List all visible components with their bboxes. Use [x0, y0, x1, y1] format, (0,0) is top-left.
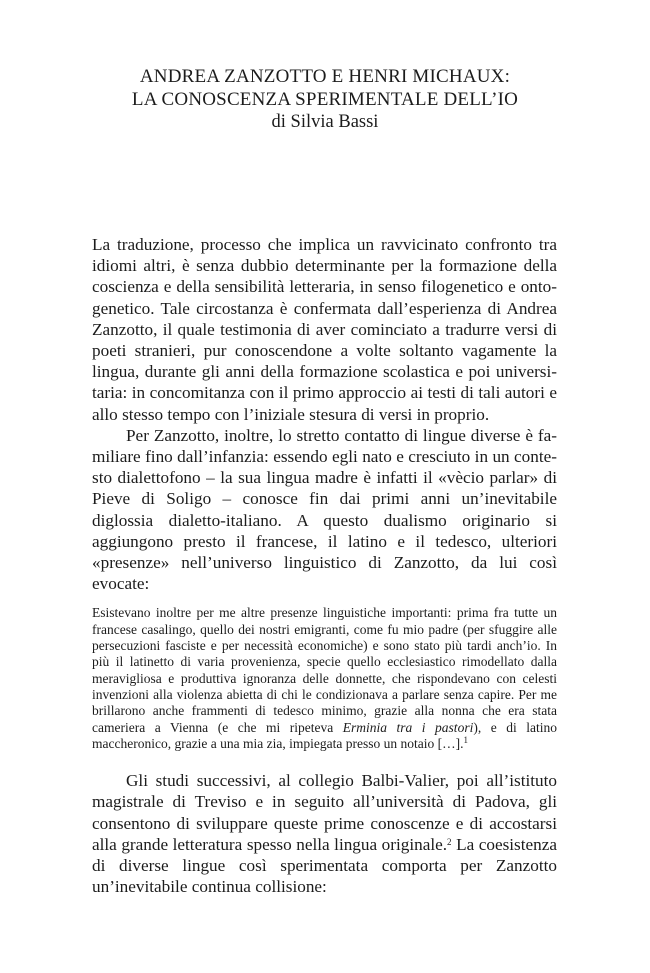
paragraph-1: La traduzione, processo che implica un ravvicinato confronto tra idiomi altri, è senza dubbio determinante per la formazione della coscienza e della sensibilità letteraria, in senso filogenetico e ontogenetico. Tale circostanza è confermata dall’esperienza di Andrea Zanzotto, il quale testimonia di aver cominciato a tradurre versi di poeti stranieri, pur conoscendone a volte soltanto vagamente la lingua, durante gli anni della formazione scolastica e poi universitaria: in concomitanza con il primo approccio ai testi di tali autori e allo stesso tempo con l’iniziale stesura di versi in proprio.	[92, 235, 557, 424]
quote-text-1: Esistevano inoltre per me altre presenze linguistiche importanti: prima fra tutte un francese casalingo, quello dei nostri emigranti, come fu mio padre (per sfuggire alle persecuzioni fasciste e per necessità economiche) e sono stato più tardi anch’io. In più il latinetto di varia provenienza, specie quello ecclesiastico rimodellato dalla meravigliosa e produttiva ignoranza delle donnette, che rispondevano con celesti invenzioni alla violenza abietta di chi le condizionava a parlare senza capire. Per me brillarono anche frammenti di tedesco minimo, grazie alla nonna che era stata cameriera a Vienna (e che mi ripeteva	[92, 605, 557, 735]
quote-text-2: ), e di latino maccheronico, grazie a una mia zia, impiegata presso un notaio […].	[92, 719, 558, 751]
article-title-line-2: LA CONOSCENZA SPERIMENTALE DELL’IO	[131, 89, 519, 110]
article-body	[92, 234, 557, 897]
article-header	[0, 65, 650, 134]
footnote-ref-1[interactable]: 1	[463, 734, 468, 745]
quote-italic-title: Erminia tra i pastori	[342, 719, 474, 735]
author-byline: di Silvia Bassi	[271, 112, 379, 132]
article-title-line-1: ANDREA ZANZOTTO E HENRI MICHAUX:	[139, 66, 511, 87]
footnote-ref-2[interactable]: 2	[447, 836, 452, 847]
paragraph-2: Per Zanzotto, inoltre, lo stretto contatto di lingue diverse è familiare fino dall’infanzia: essendo egli nato e cresciuto in un contesto dialettofono – la sua lingua madre è infatti il «vècio parlar» di Pieve di Soligo – conosce fin dai primi anni un’inevitabile diglossia dialetto-italiano. A questo dualismo originario si aggiungono presto il francese, il latino e il tedesco, ulteriori «presenze» nell’universo linguistico di Zanzotto, da lui così evocate:	[92, 425, 557, 594]
paragraph-3-text-2: La coesistenza di diverse lingue così sperimentata comporta per Zanzotto un’inevitabile continua collisione:	[92, 834, 557, 897]
paragraph-3	[92, 770, 557, 897]
block-quote	[92, 605, 557, 752]
paragraph-3-text-1: Gli studi successivi, al collegio Balbi-Valier, poi all’istituto magistrale di Treviso e in seguito all’università di Padova, gli consentono di sviluppare queste prime conoscenze e di accostarsi alla grande letteratura spesso nella lingua originale.	[92, 771, 557, 854]
